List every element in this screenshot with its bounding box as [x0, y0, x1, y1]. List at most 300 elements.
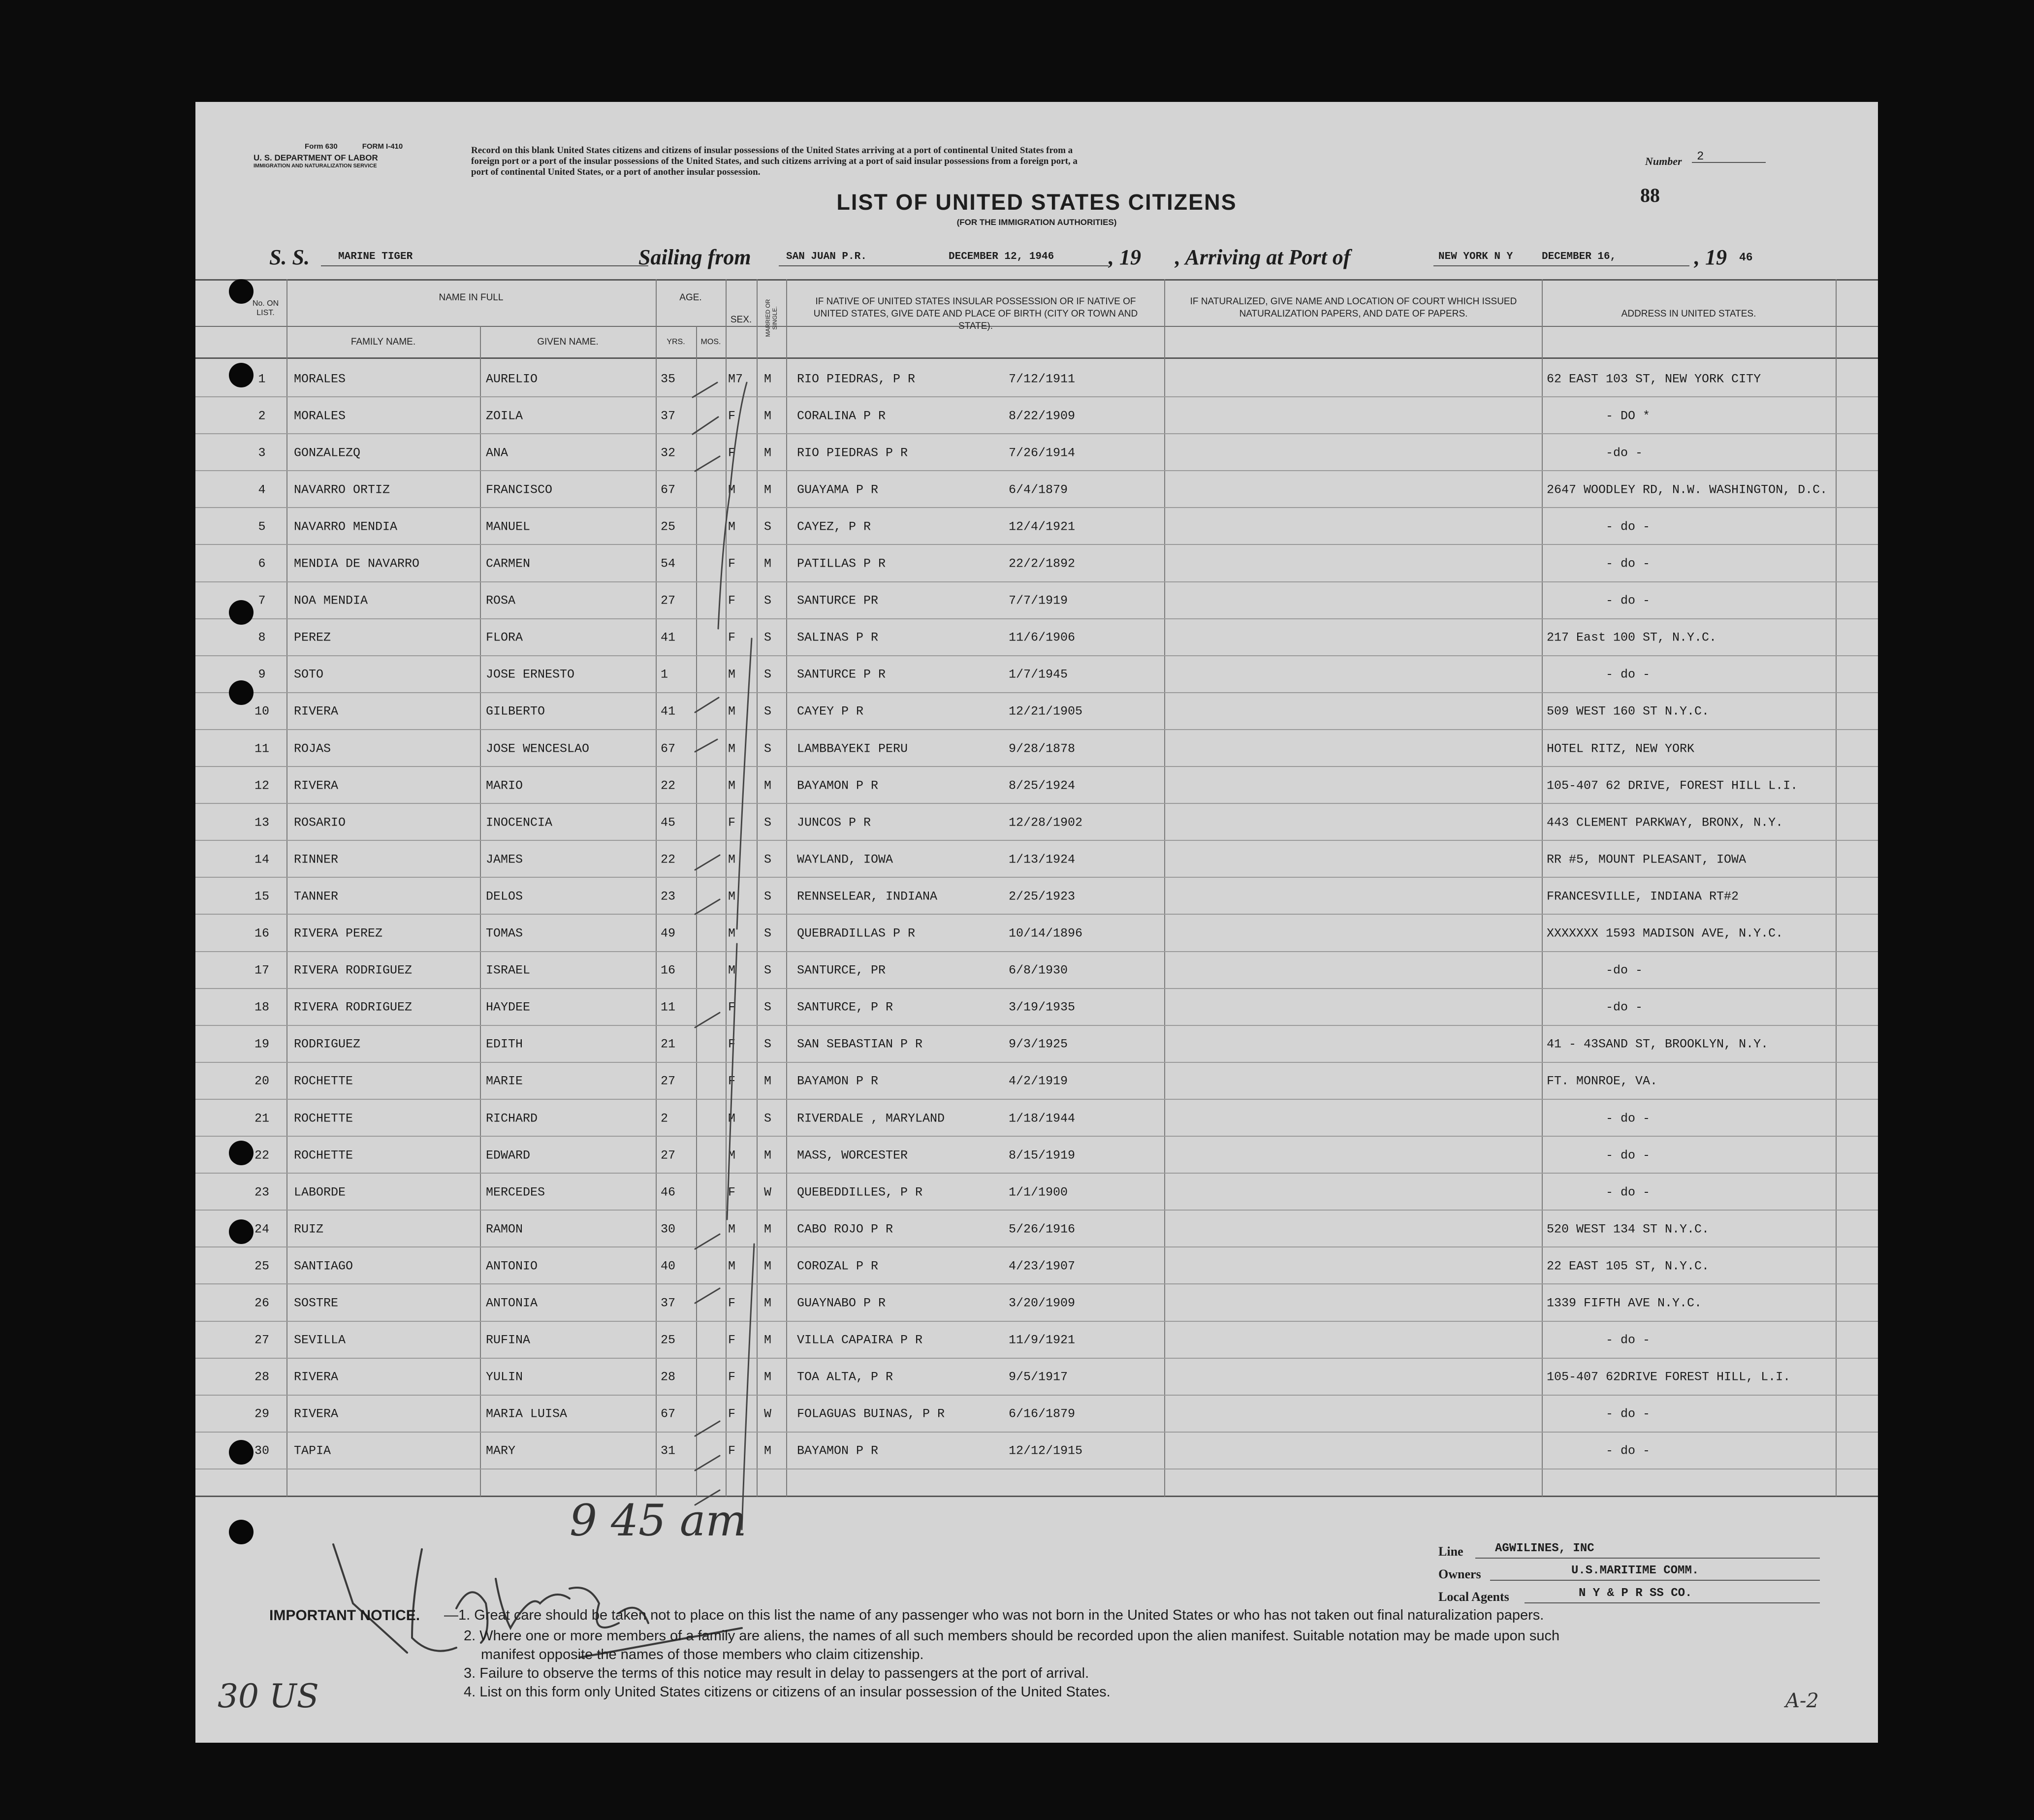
table-row	[195, 730, 1878, 767]
cell-age: 1	[661, 667, 668, 682]
cell-age: 11	[661, 1000, 676, 1015]
form-number: Form 630 FORM I-410	[305, 142, 403, 151]
cell-sex: F	[728, 1443, 736, 1458]
table-row	[195, 545, 1878, 582]
punch-hole	[229, 363, 254, 387]
cell-family: RIVERA RODRIGUEZ	[294, 1000, 413, 1015]
cell-address: -do -	[1606, 963, 1643, 978]
cell-given: ANTONIO	[486, 1259, 538, 1274]
cell-given: MANUEL	[486, 519, 531, 534]
cell-age: 2	[661, 1111, 668, 1126]
cell-given: RAMON	[486, 1222, 523, 1237]
cell-address: 62 EAST 103 ST, NEW YORK CITY	[1547, 372, 1761, 386]
cell-given: MERCEDES	[486, 1185, 545, 1200]
cell-place: RENNSELEAR, INDIANA	[797, 889, 938, 904]
cell-given: HAYDEE	[486, 1000, 531, 1015]
cell-age: 45	[661, 815, 676, 830]
cell-address: 2647 WOODLEY RD, N.W. WASHINGTON, D.C.	[1547, 482, 1828, 497]
cell-no: 3	[258, 446, 266, 460]
cell-family: RIVERA	[294, 778, 339, 793]
cell-place: SANTURCE P R	[797, 667, 886, 682]
col-address: ADDRESS IN UNITED STATES.	[1621, 309, 1756, 319]
cell-age: 67	[661, 741, 676, 756]
cell-age: 25	[661, 1333, 676, 1347]
cell-ms: S	[764, 815, 772, 830]
cell-age: 27	[661, 1148, 676, 1163]
cell-ms: M	[764, 1296, 772, 1310]
cell-date: 7/12/1911	[1009, 372, 1076, 386]
cell-place: SALINAS P R	[797, 630, 879, 645]
cell-address: - do -	[1606, 1148, 1651, 1163]
cell-sex: M7	[728, 372, 743, 386]
cell-family: MENDIA DE NAVARRO	[294, 556, 420, 571]
cell-date: 4/2/1919	[1009, 1074, 1068, 1088]
cell-place: TOA ALTA, P R	[797, 1370, 893, 1384]
cell-age: 23	[661, 889, 676, 904]
cell-ms: S	[764, 630, 772, 645]
cell-no: 12	[254, 778, 269, 793]
table-row	[195, 471, 1878, 508]
cell-given: ZOILA	[486, 409, 523, 423]
sailing-date: DECEMBER 12, 1946	[949, 251, 1054, 262]
cell-address: 105-407 62 DRIVE, FOREST HILL L.I.	[1547, 778, 1798, 793]
cell-age: 37	[661, 1296, 676, 1310]
table-row	[195, 1285, 1878, 1322]
table-row	[195, 1100, 1878, 1137]
cell-given: ANA	[486, 446, 508, 460]
handwritten-time: 9 45 am	[570, 1495, 747, 1546]
cell-place: LAMBBAYEKI PERU	[797, 741, 908, 756]
cell-ms: S	[764, 667, 772, 682]
cell-date: 9/3/1925	[1009, 1037, 1068, 1052]
cell-date: 7/7/1919	[1009, 593, 1068, 608]
cell-no: 22	[254, 1148, 269, 1163]
cell-address: 22 EAST 105 ST, N.Y.C.	[1547, 1259, 1710, 1274]
punch-hole	[229, 1520, 254, 1544]
cell-given: RICHARD	[486, 1111, 538, 1126]
page-number: 88	[1640, 184, 1660, 206]
cell-sex: F	[728, 1333, 736, 1347]
cell-date: 8/25/1924	[1009, 778, 1076, 793]
cell-no: 11	[254, 741, 269, 756]
cell-place: SANTURCE, P R	[797, 1000, 893, 1015]
cell-date: 3/19/1935	[1009, 1000, 1076, 1015]
cell-sex: M	[728, 1148, 736, 1163]
line-label: Line	[1438, 1544, 1463, 1559]
cell-date: 1/7/1945	[1009, 667, 1068, 682]
cell-place: BAYAMON P R	[797, 1074, 879, 1088]
cell-address: - do -	[1606, 1443, 1651, 1458]
cell-family: NAVARRO ORTIZ	[294, 482, 390, 497]
table-row	[195, 1174, 1878, 1211]
cell-address: - do -	[1606, 593, 1651, 608]
arrival-date: DECEMBER 16,	[1542, 251, 1617, 262]
col-age: AGE.	[679, 292, 702, 303]
cell-sex: F	[728, 446, 736, 460]
cell-date: 8/15/1919	[1009, 1148, 1076, 1163]
table-row	[195, 434, 1878, 471]
cell-family: LABORDE	[294, 1185, 346, 1200]
cell-family: ROCHETTE	[294, 1074, 353, 1088]
owners-label: Owners	[1438, 1567, 1481, 1581]
cell-ms: M	[764, 1222, 772, 1237]
table-row	[195, 656, 1878, 693]
cell-ms: S	[764, 889, 772, 904]
cell-ms: W	[764, 1185, 772, 1200]
cell-sex: M	[728, 926, 736, 941]
cell-ms: S	[764, 1111, 772, 1126]
cell-ms: S	[764, 519, 772, 534]
cell-family: ROJAS	[294, 741, 331, 756]
cell-family: SEVILLA	[294, 1333, 346, 1347]
table-row	[195, 1247, 1878, 1284]
number-label: Number	[1645, 155, 1682, 167]
cell-address: FRANCESVILLE, INDIANA RT#2	[1547, 889, 1739, 904]
cell-family: PEREZ	[294, 630, 331, 645]
handwritten-count: 30 US	[218, 1677, 319, 1715]
notice-4: 4. List on this form only United States citizens or citizens of an insular possession of the United States.	[464, 1684, 1111, 1700]
cell-age: 25	[661, 519, 676, 534]
cell-no: 6	[258, 556, 266, 571]
cell-no: 24	[254, 1222, 269, 1237]
cell-place: QUEBRADILLAS P R	[797, 926, 916, 941]
agents-label: Local Agents	[1438, 1590, 1509, 1604]
notice-1: —1. Great care should be taken not to place on this list the name of any passenger who was not born in the United States or who has not taken out final naturalization papers.	[444, 1607, 1544, 1623]
cell-place: PATILLAS P R	[797, 556, 886, 571]
col-birth: IF NATIVE OF UNITED STATES INSULAR POSSESSION OR IF NATIVE OF UNITED STATES, GIVE DATE AND PLACE OF BIRTH (CITY OR TOWN AND STATE).	[813, 296, 1138, 331]
cell-family: TAPIA	[294, 1443, 331, 1458]
cell-no: 17	[254, 963, 269, 978]
cell-family: RIVERA	[294, 1406, 339, 1421]
cell-ms: S	[764, 1000, 772, 1015]
cell-sex: F	[728, 1296, 736, 1310]
table-row	[195, 1359, 1878, 1396]
cell-place: FOLAGUAS BUINAS, P R	[797, 1406, 945, 1421]
cell-place: CORALINA P R	[797, 409, 886, 423]
cell-ms: S	[764, 593, 772, 608]
cell-sex: M	[728, 741, 736, 756]
cell-given: FRANCISCO	[486, 482, 553, 497]
cell-sex: F	[728, 409, 736, 423]
cell-ms: S	[764, 926, 772, 941]
cell-address: - do -	[1606, 1185, 1651, 1200]
cell-family: SOSTRE	[294, 1296, 339, 1310]
table-row	[195, 508, 1878, 545]
cell-date: 3/20/1909	[1009, 1296, 1076, 1310]
cell-ms: M	[764, 1074, 772, 1088]
cell-given: CARMEN	[486, 556, 531, 571]
table-row	[195, 1396, 1878, 1433]
cell-given: EDITH	[486, 1037, 523, 1052]
cell-place: WAYLAND, IOWA	[797, 852, 893, 867]
cell-date: 7/26/1914	[1009, 446, 1076, 460]
cell-place: QUEBEDDILLES, P R	[797, 1185, 923, 1200]
cell-date: 6/8/1930	[1009, 963, 1068, 978]
cell-age: 32	[661, 446, 676, 460]
cell-date: 6/16/1879	[1009, 1406, 1076, 1421]
cell-age: 31	[661, 1443, 676, 1458]
cell-address: 217 East 100 ST, N.Y.C.	[1547, 630, 1717, 645]
cell-family: RUIZ	[294, 1222, 324, 1237]
cell-date: 22/2/1892	[1009, 556, 1076, 571]
cell-place: SANTURCE PR	[797, 593, 879, 608]
table-row	[195, 693, 1878, 730]
cell-ms: S	[764, 1037, 772, 1052]
arrival-year-prefix: , 19	[1694, 245, 1727, 269]
cell-no: 14	[254, 852, 269, 867]
table-row	[195, 767, 1878, 804]
table-row	[195, 360, 1878, 397]
cell-age: 22	[661, 778, 676, 793]
notice-3: 3. Failure to observe the terms of this notice may result in delay to passengers at the port of arrival.	[464, 1665, 1089, 1681]
cell-sex: M	[728, 889, 736, 904]
punch-hole	[229, 1141, 254, 1165]
cell-no: 9	[258, 667, 266, 682]
table-row	[195, 952, 1878, 989]
cell-family: ROCHETTE	[294, 1111, 353, 1126]
cell-sex: F	[728, 593, 736, 608]
cell-ms: M	[764, 1333, 772, 1347]
cell-no: 4	[258, 482, 266, 497]
cell-no: 5	[258, 519, 266, 534]
col-sex: SEX.	[730, 315, 752, 325]
cell-date: 2/25/1923	[1009, 889, 1076, 904]
cell-no: 19	[254, 1037, 269, 1052]
agents-value: N Y & P R SS CO.	[1579, 1587, 1692, 1600]
cell-age: 27	[661, 593, 676, 608]
cell-address: 443 CLEMENT PARKWAY, BRONX, N.Y.	[1547, 815, 1783, 830]
cell-ms: S	[764, 704, 772, 719]
cell-address: - do -	[1606, 1333, 1651, 1347]
cell-family: SOTO	[294, 667, 324, 682]
cell-family: NOA MENDIA	[294, 593, 368, 608]
cell-age: 49	[661, 926, 676, 941]
col-mos: MOS.	[700, 338, 721, 346]
table-top-rule	[195, 279, 1878, 281]
manifest-page	[195, 102, 1878, 1743]
page-subtitle: (FOR THE IMMIGRATION AUTHORITIES)	[956, 218, 1117, 227]
ship-name: MARINE TIGER	[338, 251, 413, 262]
col-family-name: FAMILY NAME.	[350, 337, 416, 347]
ss-label: S. S.	[269, 245, 310, 269]
cell-place: RIO PIEDRAS P R	[797, 446, 908, 460]
punch-hole	[229, 600, 254, 625]
table-row	[195, 1211, 1878, 1247]
cell-ms: M	[764, 1443, 772, 1458]
cell-age: 22	[661, 852, 676, 867]
cell-age: 28	[661, 1370, 676, 1384]
cell-age: 27	[661, 1074, 676, 1088]
cell-ms: S	[764, 741, 772, 756]
corner-note: A-2	[1785, 1690, 1819, 1712]
cell-given: INOCENCIA	[486, 815, 553, 830]
cell-ms: M	[764, 372, 772, 386]
cell-no: 8	[258, 630, 266, 645]
punch-hole	[229, 1440, 254, 1465]
punch-hole	[229, 279, 254, 304]
number-value: 2	[1697, 150, 1704, 163]
col-no: No. ON LIST.	[252, 299, 279, 317]
cell-age: 35	[661, 372, 676, 386]
cell-date: 4/23/1907	[1009, 1259, 1076, 1274]
col-given-name: GIVEN NAME.	[537, 337, 599, 347]
cell-sex: M	[728, 1111, 736, 1126]
cell-address: - do -	[1606, 1406, 1651, 1421]
punch-hole	[229, 1219, 254, 1244]
cell-sex: F	[728, 556, 736, 571]
cell-date: 12/21/1905	[1009, 704, 1083, 719]
cell-given: ROSA	[486, 593, 516, 608]
instruction-line-1: Record on this blank United States citizens and citizens of insular possessions of the United States arriving at a port of continental United States from a	[471, 145, 1073, 156]
cell-no: 1	[258, 372, 266, 386]
table-row	[195, 915, 1878, 952]
cell-date: 1/13/1924	[1009, 852, 1076, 867]
instruction-line-2: foreign port or a port of the insular possessions of the United States, and such citizens arriving at a port of said insular possessions from a foreign port, a	[471, 156, 1078, 166]
cell-date: 11/9/1921	[1009, 1333, 1076, 1347]
table-row	[195, 582, 1878, 619]
cell-date: 1/18/1944	[1009, 1111, 1076, 1126]
cell-place: CAYEZ, P R	[797, 519, 871, 534]
cell-ms: M	[764, 1148, 772, 1163]
cell-given: ISRAEL	[486, 963, 531, 978]
cell-no: 29	[254, 1406, 269, 1421]
table-row	[195, 397, 1878, 434]
cell-family: RIVERA	[294, 1370, 339, 1384]
cell-ms: S	[764, 963, 772, 978]
cell-sex: F	[728, 1406, 736, 1421]
owners-value: U.S.MARITIME COMM.	[1571, 1564, 1699, 1577]
arriving-label: , Arriving at Port of	[1175, 245, 1351, 269]
col-yrs: YRS.	[667, 338, 685, 346]
cell-place: BAYAMON P R	[797, 1443, 879, 1458]
cell-sex: F	[728, 630, 736, 645]
cell-family: RINNER	[294, 852, 339, 867]
cell-ms: M	[764, 1370, 772, 1384]
cell-ms: M	[764, 482, 772, 497]
cell-address: - do -	[1606, 1111, 1651, 1126]
cell-place: SAN SEBASTIAN P R	[797, 1037, 923, 1052]
notice-2b: manifest opposite the names of those members who claim citizenship.	[481, 1647, 924, 1662]
cell-no: 23	[254, 1185, 269, 1200]
cell-no: 21	[254, 1111, 269, 1126]
cell-place: SANTURCE, PR	[797, 963, 886, 978]
cell-no: 2	[258, 409, 266, 423]
table-row	[195, 804, 1878, 841]
cell-date: 5/26/1916	[1009, 1222, 1076, 1237]
cell-no: 13	[254, 815, 269, 830]
cell-age: 21	[661, 1037, 676, 1052]
cell-age: 46	[661, 1185, 676, 1200]
cell-given: AURELIO	[486, 372, 538, 386]
cell-date: 8/22/1909	[1009, 409, 1076, 423]
cell-address: - do -	[1606, 556, 1651, 571]
punch-hole	[229, 680, 254, 705]
table-row	[195, 1322, 1878, 1359]
cell-no: 7	[258, 593, 266, 608]
cell-age: 41	[661, 704, 676, 719]
cell-given: JOSE ERNESTO	[486, 667, 575, 682]
cell-ms: M	[764, 409, 772, 423]
notice-title: IMPORTANT NOTICE.	[269, 1607, 420, 1624]
cell-place: GUAYNABO P R	[797, 1296, 886, 1310]
cell-age: 40	[661, 1259, 676, 1274]
cell-given: GILBERTO	[486, 704, 545, 719]
cell-date: 9/28/1878	[1009, 741, 1076, 756]
cell-sex: M	[728, 778, 736, 793]
cell-given: EDWARD	[486, 1148, 531, 1163]
cell-sex: F	[728, 1000, 736, 1015]
cell-no: 27	[254, 1333, 269, 1347]
cell-no: 20	[254, 1074, 269, 1088]
cell-age: 41	[661, 630, 676, 645]
table-row	[195, 1137, 1878, 1174]
cell-sex: M	[728, 852, 736, 867]
cell-family: RODRIGUEZ	[294, 1037, 361, 1052]
line-value: AGWILINES, INC	[1495, 1542, 1594, 1555]
cell-ms: M	[764, 556, 772, 571]
cell-family: TANNER	[294, 889, 339, 904]
cell-no: 18	[254, 1000, 269, 1015]
cell-date: 10/14/1896	[1009, 926, 1083, 941]
cell-place: CABO ROJO P R	[797, 1222, 893, 1237]
cell-date: 1/1/1900	[1009, 1185, 1068, 1200]
cell-given: JOSE WENCESLAO	[486, 741, 590, 756]
notice-2a: 2. Where one or more members of a family are aliens, the names of all such members should be recorded upon the alien manifest. Suitable notation may be made upon such	[464, 1628, 1560, 1644]
cell-sex: M	[728, 963, 736, 978]
cell-address: - do -	[1606, 667, 1651, 682]
cell-sex: M	[728, 1222, 736, 1237]
cell-given: JAMES	[486, 852, 523, 867]
cell-sex: F	[728, 1037, 736, 1052]
cell-given: MARIE	[486, 1074, 523, 1088]
cell-date: 11/6/1906	[1009, 630, 1076, 645]
cell-family: RIVERA	[294, 704, 339, 719]
cell-ms: M	[764, 1259, 772, 1274]
cell-date: 12/4/1921	[1009, 519, 1076, 534]
cell-sex: F	[728, 815, 736, 830]
arrival-year-typed: 46	[1739, 251, 1753, 264]
cell-family: RIVERA RODRIGUEZ	[294, 963, 413, 978]
cell-ms: M	[764, 446, 772, 460]
cell-address: HOTEL RITZ, NEW YORK	[1547, 741, 1695, 756]
cell-sex: M	[728, 704, 736, 719]
instruction-line-3: port of continental United States, or a port of another insular possession.	[471, 167, 761, 177]
cell-family: RIVERA PEREZ	[294, 926, 383, 941]
cell-given: YULIN	[486, 1370, 523, 1384]
tally-marks	[638, 358, 757, 1539]
cell-place: CAYEY P R	[797, 704, 864, 719]
cell-age: 30	[661, 1222, 676, 1237]
cell-address: 1339 FIFTH AVE N.Y.C.	[1547, 1296, 1702, 1310]
cell-date: 9/5/1917	[1009, 1370, 1068, 1384]
cell-address: - do -	[1606, 519, 1651, 534]
cell-address: 520 WEST 134 ST N.Y.C.	[1547, 1222, 1710, 1237]
cell-date: 12/28/1902	[1009, 815, 1083, 830]
cell-family: GONZALEZQ	[294, 446, 361, 460]
arrival-port: NEW YORK N Y	[1438, 251, 1513, 262]
cell-given: ANTONIA	[486, 1296, 538, 1310]
cell-sex: M	[728, 482, 736, 497]
cell-address: 105-407 62DRIVE FOREST HILL, L.I.	[1547, 1370, 1791, 1384]
cell-no: 26	[254, 1296, 269, 1310]
cell-age: 54	[661, 556, 676, 571]
sailing-year-prefix: , 19	[1109, 245, 1141, 269]
cell-family: ROSARIO	[294, 815, 346, 830]
cell-place: JUNCOS P R	[797, 815, 871, 830]
cell-given: MARIA LUISA	[486, 1406, 568, 1421]
table-row	[195, 619, 1878, 656]
cell-ms: W	[764, 1406, 772, 1421]
